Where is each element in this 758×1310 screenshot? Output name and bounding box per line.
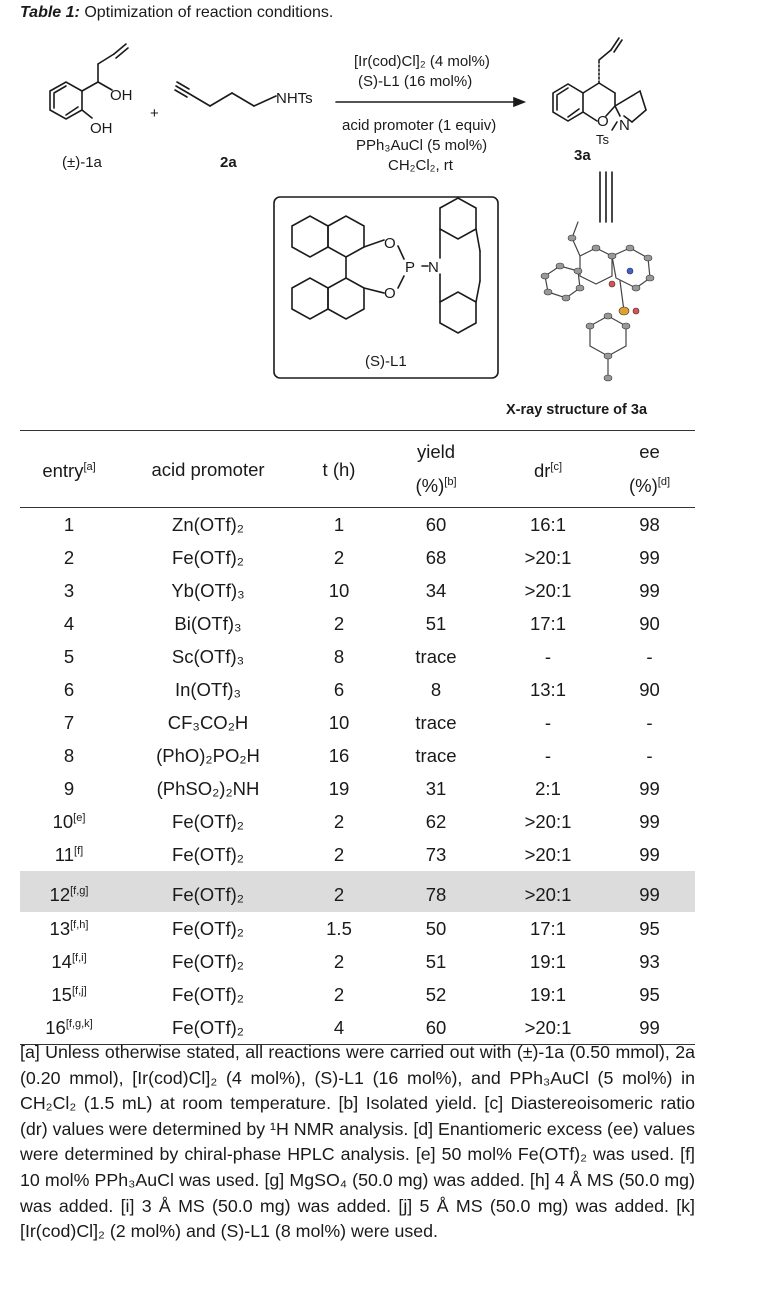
cell-acid: Fe(OTf)₂ bbox=[118, 1011, 298, 1045]
cell-time: 10 bbox=[328, 711, 350, 733]
table-row bbox=[20, 838, 695, 871]
cell-yield: 68 bbox=[425, 546, 447, 568]
cell-time: 2 bbox=[333, 950, 345, 972]
cell-acid: In(OTf)₃ bbox=[174, 678, 242, 700]
cell-dr: 2:1 bbox=[535, 777, 561, 799]
cell-acid: Fe(OTf)₂ bbox=[118, 871, 298, 912]
cell-entry: 3 bbox=[63, 579, 75, 601]
product-n-label: N bbox=[619, 117, 630, 134]
cell-acid: Fe(OTf)₂ bbox=[172, 917, 244, 939]
cell-ee: 99 bbox=[639, 579, 660, 601]
cell-entry: 1 bbox=[63, 513, 75, 535]
ligand-label: (S)-L1 bbox=[365, 353, 407, 370]
cell-acid: Fe(OTf)₂ bbox=[172, 843, 244, 865]
reagent-line-1: [Ir(cod)Cl]₂ (4 mol%) bbox=[354, 53, 490, 70]
cell-yield: 78 bbox=[380, 871, 492, 912]
table-row bbox=[20, 945, 695, 978]
cell-time: 2 bbox=[333, 843, 345, 865]
cell-dr: >20:1 bbox=[524, 579, 572, 601]
cell-entry: 15[f,j] bbox=[51, 983, 87, 1005]
cell-yield: trace bbox=[415, 744, 457, 766]
cell-yield: 51 bbox=[425, 950, 447, 972]
cell-time: 1.5 bbox=[326, 917, 352, 939]
table-header-row bbox=[20, 431, 695, 508]
cell-ee: 95 bbox=[639, 983, 660, 1005]
cell-entry: 14[f,i] bbox=[51, 950, 87, 972]
cell-ee: - bbox=[646, 711, 653, 733]
header-ee: ee (%)[d] bbox=[628, 441, 670, 497]
ligand-n-label: N bbox=[428, 259, 439, 276]
cell-entry: 16[f,g,k] bbox=[20, 1011, 118, 1045]
cell-yield: 60 bbox=[380, 1011, 492, 1045]
cell-acid: CF₃CO₂H bbox=[167, 711, 249, 733]
sm1-oh2-label: OH bbox=[90, 120, 113, 137]
cell-ee: - bbox=[646, 744, 653, 766]
cell-yield: 52 bbox=[425, 983, 447, 1005]
cell-yield: trace bbox=[415, 645, 457, 667]
ligand-o2-label: O bbox=[384, 285, 396, 302]
header-yield: yield (%)[b] bbox=[415, 441, 457, 497]
table-row bbox=[20, 871, 695, 912]
cell-time: 19 bbox=[328, 777, 350, 799]
cell-yield: 8 bbox=[430, 678, 442, 700]
sm1-oh-label: OH bbox=[110, 87, 133, 104]
sm2-nhts-label: NHTs bbox=[276, 90, 313, 107]
cell-dr: - bbox=[544, 645, 552, 667]
cell-dr: 16:1 bbox=[529, 513, 566, 535]
cell-dr: 19:1 bbox=[529, 950, 566, 972]
cell-ee: 99 bbox=[639, 546, 660, 568]
plus-sign: + bbox=[150, 105, 159, 122]
cell-ee: 90 bbox=[639, 678, 660, 700]
cell-time: 16 bbox=[328, 744, 350, 766]
cell-acid: Sc(OTf)₃ bbox=[171, 645, 245, 667]
cell-dr: >20:1 bbox=[524, 810, 572, 832]
cell-time: 2 bbox=[298, 871, 380, 912]
cell-acid: Bi(OTf)₃ bbox=[174, 612, 242, 634]
cell-dr: >20:1 bbox=[492, 871, 604, 912]
table-row bbox=[20, 574, 695, 607]
cell-yield: 73 bbox=[425, 843, 447, 865]
table-row bbox=[20, 673, 695, 706]
cell-entry: 9 bbox=[63, 777, 75, 799]
table-row bbox=[20, 912, 695, 945]
table-footnotes: [a] Unless otherwise stated, all reactions were carried out with (±)-1a (0.50 mmol), 2a (0.20 mmol), [Ir(cod)Cl]₂ (4 mol%), (S)-L1 (16 mol%), and PPh₃AuCl (5 mol%) in CH₂Cl₂ (1.5 mL) at room temperature. [b] Isolated yield. [c] Diastereoisomeric ratio (dr) values were determined by ¹H NMR analysis. [d] Enantiomeric excess (ee) values were determined by chiral-phase HPLC analysis. [e] 50 mol% Fe(OTf)₂ was used. [f] 10 mol% PPh₃AuCl was used. [g] MgSO₄ (50.0 mg) was added. [h] 4 Å MS (50.0 mg) was added. [i] 3 Å MS (50.0 mg) was added. [j] 5 Å MS (50.0 mg) was added. [k] [Ir(cod)Cl]₂ (2 mol%) and (S)-L1 (8 mol%) were used. bbox=[20, 1042, 695, 1242]
cell-time: 4 bbox=[298, 1011, 380, 1045]
cell-dr: - bbox=[544, 744, 552, 766]
cell-dr: 19:1 bbox=[529, 983, 566, 1005]
cell-yield: 34 bbox=[425, 579, 447, 601]
sm1-label: (±)-1a bbox=[62, 154, 102, 171]
cell-time: 6 bbox=[333, 678, 345, 700]
table-body bbox=[20, 508, 695, 1045]
product-o-label: O bbox=[597, 113, 609, 130]
cell-acid: (PhO)₂PO₂H bbox=[156, 744, 260, 766]
reaction-scheme bbox=[0, 26, 758, 426]
table-caption bbox=[20, 4, 333, 22]
table-row bbox=[20, 607, 695, 640]
cell-time: 10 bbox=[328, 579, 350, 601]
table-row bbox=[20, 706, 695, 739]
cell-dr: >20:1 bbox=[524, 546, 572, 568]
cell-entry: 11[f] bbox=[54, 843, 84, 865]
cell-yield: 60 bbox=[425, 513, 447, 535]
table-row bbox=[20, 508, 695, 542]
table-row bbox=[20, 739, 695, 772]
cell-dr: 17:1 bbox=[529, 917, 566, 939]
cell-yield: 62 bbox=[425, 810, 447, 832]
cell-dr: - bbox=[544, 711, 552, 733]
header-dr: dr[c] bbox=[533, 460, 563, 482]
cell-ee: 99 bbox=[604, 1011, 695, 1045]
cell-acid: Zn(OTf)₂ bbox=[172, 513, 244, 535]
cell-entry: 13[f,h] bbox=[49, 917, 89, 939]
cell-acid: Yb(OTf)₃ bbox=[171, 579, 245, 601]
sm2-label: 2a bbox=[220, 154, 237, 171]
substrate-2a-structure bbox=[175, 82, 276, 106]
cell-acid: Fe(OTf)₂ bbox=[172, 983, 244, 1005]
table-row bbox=[20, 640, 695, 673]
cell-dr: >20:1 bbox=[492, 1011, 604, 1045]
cell-acid: Fe(OTf)₂ bbox=[172, 546, 244, 568]
xray-atoms bbox=[541, 235, 654, 381]
cell-yield: 50 bbox=[425, 917, 447, 939]
cell-entry: 6 bbox=[63, 678, 75, 700]
cell-dr: 17:1 bbox=[529, 612, 566, 634]
cell-time: 2 bbox=[333, 612, 345, 634]
cell-ee: 99 bbox=[639, 777, 660, 799]
cell-ee: 99 bbox=[604, 871, 695, 912]
cell-ee: 98 bbox=[639, 513, 660, 535]
table-row bbox=[20, 978, 695, 1011]
cell-acid: Fe(OTf)₂ bbox=[172, 810, 244, 832]
conditions-table bbox=[20, 430, 695, 1045]
cell-entry: 10[e] bbox=[52, 810, 86, 832]
cell-time: 2 bbox=[333, 810, 345, 832]
cell-time: 1 bbox=[333, 513, 345, 535]
cell-yield: 51 bbox=[425, 612, 447, 634]
cell-acid: (PhSO₂)₂NH bbox=[156, 777, 260, 799]
cell-ee: - bbox=[646, 645, 653, 667]
cell-ee: 93 bbox=[639, 950, 660, 972]
condition-line-2: PPh₃AuCl (5 mol%) bbox=[356, 137, 488, 154]
reagent-line-2: (S)-L1 (16 mol%) bbox=[358, 73, 473, 90]
substrate-1a-structure bbox=[50, 44, 128, 119]
cell-ee: 99 bbox=[639, 843, 660, 865]
cell-yield: trace bbox=[415, 711, 457, 733]
cell-ee: 99 bbox=[639, 810, 660, 832]
xray-caption: X-ray structure of 3a bbox=[506, 402, 648, 418]
product-label: 3a bbox=[574, 147, 591, 164]
cell-dr: 13:1 bbox=[529, 678, 566, 700]
table-row bbox=[20, 541, 695, 574]
table-row bbox=[20, 805, 695, 838]
header-acid-promoter: acid promoter bbox=[151, 458, 265, 480]
cell-time: 2 bbox=[333, 983, 345, 1005]
cell-acid: Fe(OTf)₂ bbox=[172, 950, 244, 972]
cell-entry: 8 bbox=[63, 744, 75, 766]
cell-entry: 12[f,g] bbox=[20, 871, 118, 912]
cell-entry: 7 bbox=[63, 711, 75, 733]
cell-ee: 95 bbox=[639, 917, 660, 939]
cell-ee: 90 bbox=[639, 612, 660, 634]
product-ts-label: Ts bbox=[596, 132, 609, 147]
cell-dr: >20:1 bbox=[524, 843, 572, 865]
cell-entry: 4 bbox=[63, 612, 75, 634]
header-entry: entry[a] bbox=[42, 460, 96, 482]
table-row bbox=[20, 772, 695, 805]
ligand-structure bbox=[292, 198, 480, 333]
caption-text: Optimization of reaction conditions. bbox=[84, 4, 334, 21]
ligand-p-label: P bbox=[405, 259, 416, 276]
condition-line-3: CH₂Cl₂, rt bbox=[388, 157, 453, 174]
cell-time: 2 bbox=[333, 546, 345, 568]
cell-yield: 31 bbox=[425, 777, 447, 799]
cell-entry: 5 bbox=[63, 645, 75, 667]
cell-time: 8 bbox=[333, 645, 345, 667]
reaction-arrow bbox=[336, 98, 524, 106]
cell-entry: 2 bbox=[63, 546, 75, 568]
ligand-o1-label: O bbox=[384, 235, 396, 252]
caption-label: Table 1: bbox=[20, 4, 80, 21]
condition-line-1: acid promoter (1 equiv) bbox=[342, 117, 497, 134]
header-time: t (h) bbox=[322, 458, 356, 480]
